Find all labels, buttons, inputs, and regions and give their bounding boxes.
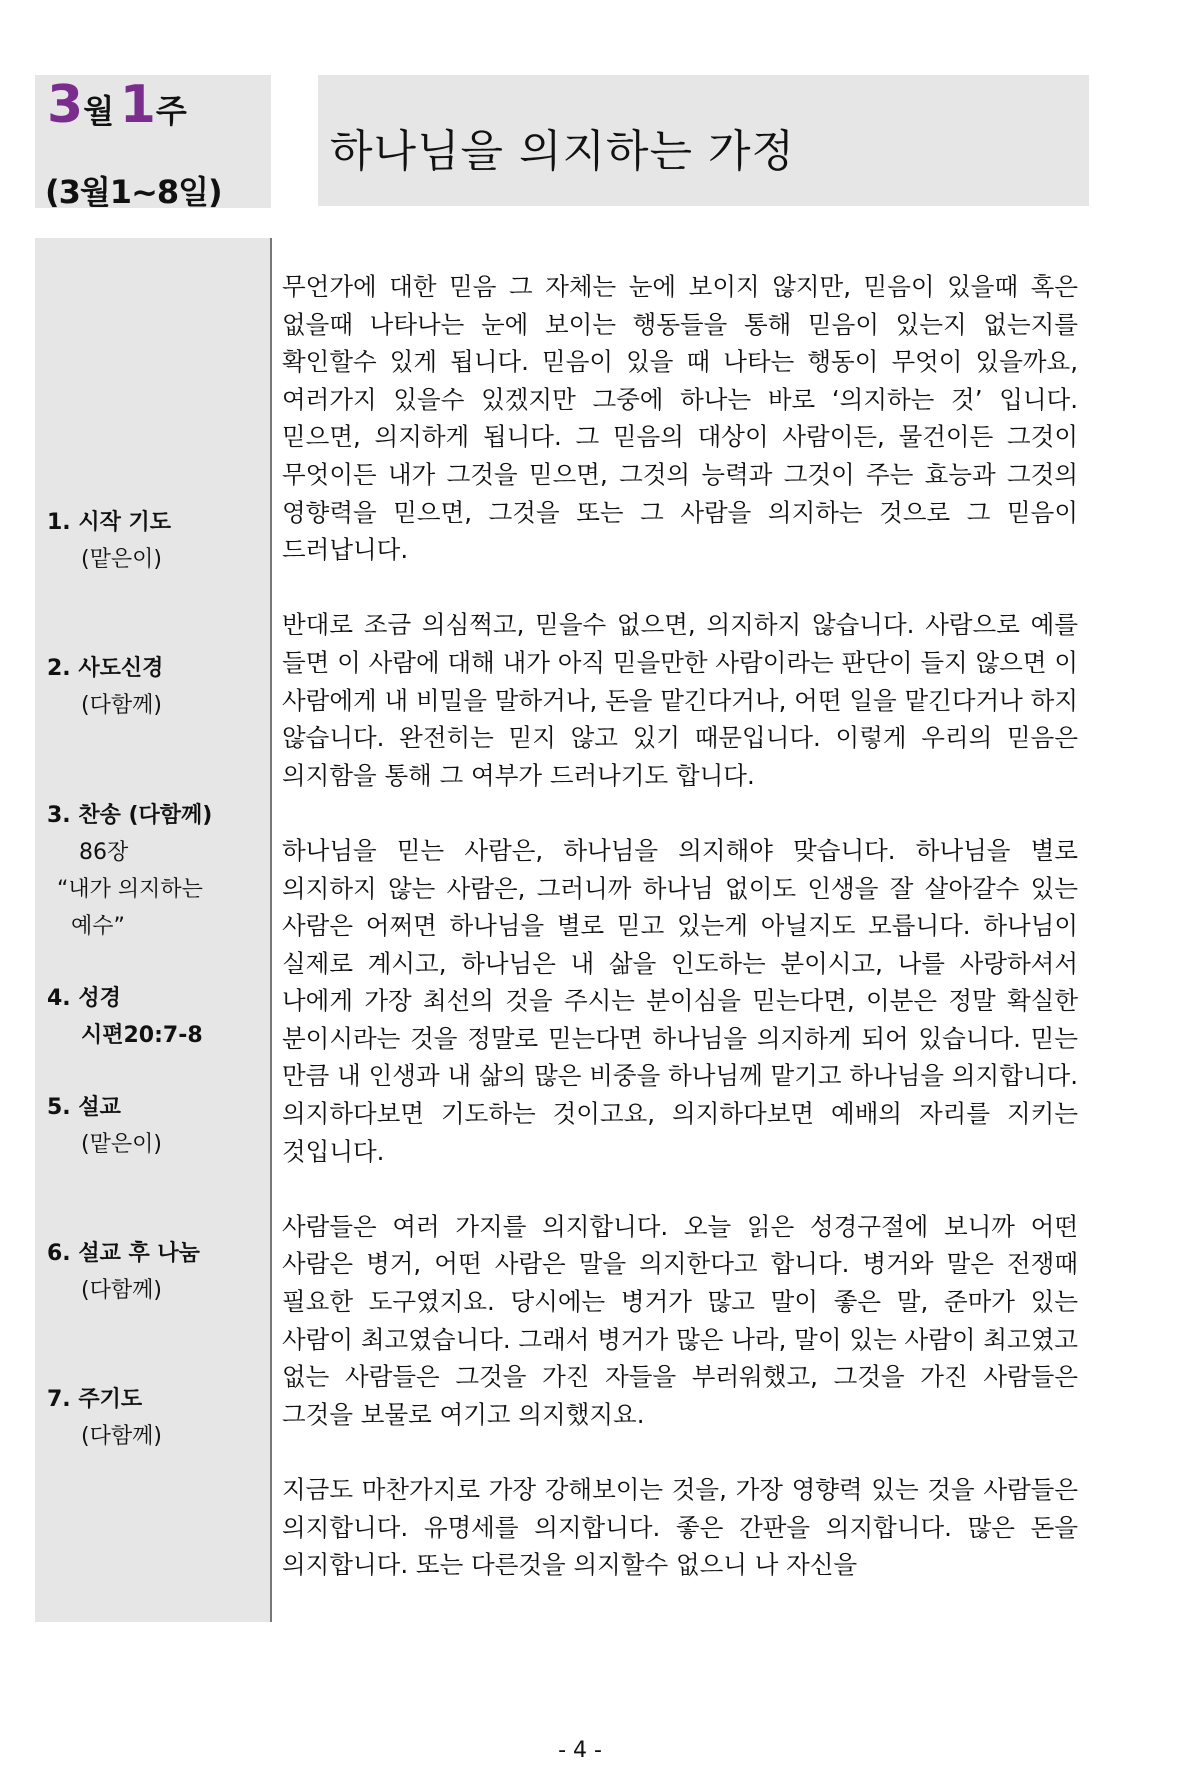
body-paragraph: 반대로 조금 의심쩍고, 믿을수 없으면, 의지하지 않습니다. 사람으로 예를 들면 이 사람에 대해 내가 아직 믿을만한 사람이라는 판단이 들지 않으면 이 사람에게 내 비밀을 말하거나, 돈을 맡긴다거나, 어떤 일을 맡긴다거나 하지 않습니다. 완전히는 믿지 않고 있기 때문입니다. 이렇게 우리의 믿음은 의지함을 통해 그 여부가 드러나기도 합니다. (282, 610, 1078, 790)
order-item-heading: 6. 설교 후 나눔 (47, 1241, 200, 1266)
title-box (318, 75, 1089, 206)
order-item-sharing (47, 1235, 200, 1309)
order-item-heading: 5. 설교 (47, 1095, 121, 1120)
devotional-body (282, 268, 1078, 1584)
order-item-lords-prayer (47, 1381, 162, 1455)
order-item-detail: 시편20:7-8 (81, 1023, 203, 1048)
order-item-heading: 3. 찬송 (다함께) (47, 803, 213, 828)
order-item-heading: 2. 사도신경 (47, 656, 164, 681)
worship-order-sidebar (35, 238, 272, 1622)
page-title: 하나님을 의지하는 가정 (330, 126, 796, 177)
order-item-sermon (47, 1089, 162, 1163)
order-item-detail: “내가 의지하는 (57, 877, 203, 902)
week-unit: 주 (155, 92, 187, 130)
order-item-detail: 86장 (79, 840, 129, 865)
body-paragraph: 지금도 마찬가지로 가장 강해보이는 것을, 가장 영향력 있는 것을 사람들은 의지합니다. 유명세를 의지합니다. 좋은 간판을 의지합니다. 많은 돈을 의지합니다. 또는 다른것을 의지할수 없으니 나 자신을 (282, 1475, 1078, 1580)
week-label-box (35, 75, 271, 211)
order-item-heading: 7. 주기도 (47, 1387, 143, 1412)
month-unit: 월 (83, 92, 115, 130)
order-item-detail: 예수” (71, 914, 125, 939)
order-item-hymn (47, 797, 212, 945)
order-item-detail: (맡은이) (81, 547, 162, 572)
month-number: 3 (47, 75, 84, 135)
page-number: - 4 - (558, 1738, 602, 1763)
body-paragraph: 사람들은 여러 가지를 의지합니다. 오늘 읽은 성경구절에 보니까 어떤 사람은 병거, 어떤 사람은 말을 의지한다고 합니다. 병거와 말은 전쟁때 필요한 도구였지요. 당시에는 병거가 많고 말이 좋은 말, 준마가 있는 사람이 최고였습니다. 그래서 병거가 많은 나라, 말이 있는 사람이 최고였고 없는 사람들은 그것을 가진 자들을 부러워했고, 그것을 가진 사람들은 그것을 보물로 여기고 의지했지요. (282, 1211, 1078, 1429)
order-item-heading: 1. 시작 기도 (47, 510, 171, 535)
body-paragraph: 하나님을 믿는 사람은, 하나님을 의지해야 맞습니다. 하나님을 별로 의지하지 않는 사람은, 그러니까 하나님 없이도 인생을 잘 살아갈수 있는 사람은 어쩌면 하나님을 별로 믿고 있는게 아닐지도 모릅니다. 하나님이 실제로 계시고, 하나님은 내 삶을 인도하는 분이시고, 나를 사랑하셔서 나에게 가장 최선의 것을 주시는 분이심을 믿는다면, 이분은 정말 확실한 분이시라는 것을 정말로 믿는다면 하나님을 의지하게 되어 있습니다. 믿는 만큼 내 인생과 내 삶의 많은 비중을 하나님께 맡기고 하나님을 의지합니다. 의지하다보면 기도하는 것이고요, 의지하다보면 예배의 자리를 지키는 것입니다. (282, 835, 1078, 1166)
order-item-detail: (다함께) (81, 1278, 162, 1303)
order-item-apostles-creed (47, 650, 163, 724)
date-range: (3월1~8일) (45, 173, 222, 211)
order-item-opening-prayer (47, 504, 171, 578)
order-item-detail: (다함께) (81, 693, 162, 718)
order-item-detail: (다함께) (81, 1424, 162, 1449)
week-number: 1 (119, 75, 156, 135)
week-label (47, 75, 187, 135)
order-item-detail: (맡은이) (81, 1132, 162, 1157)
body-paragraph: 무언가에 대한 믿음 그 자체는 눈에 보이지 않지만, 믿음이 있을때 혹은 없을때 나타나는 눈에 보이는 행동들을 통해 믿음이 있는지 없는지를 확인할수 있게 됩니다. 믿음이 있을 때 나타는 행동이 무엇이 있을까요, 여러가지 있을수 있겠지만 그중에 하나는 바로 ‘의지하는 것’ 입니다. 믿으면, 의지하게 됩니다. 그 믿음의 대상이 사람이든, 물건이든 그것이 무엇이든 내가 그것을 믿으면, 그것의 능력과 그것이 주는 효능과 그것의 영향력을 믿으면, 그것을 또는 그 사람을 의지하는 것으로 그 믿음이 드러납니다. (282, 272, 1078, 565)
order-item-scripture (47, 980, 203, 1054)
order-item-heading: 4. 성경 (47, 986, 121, 1011)
